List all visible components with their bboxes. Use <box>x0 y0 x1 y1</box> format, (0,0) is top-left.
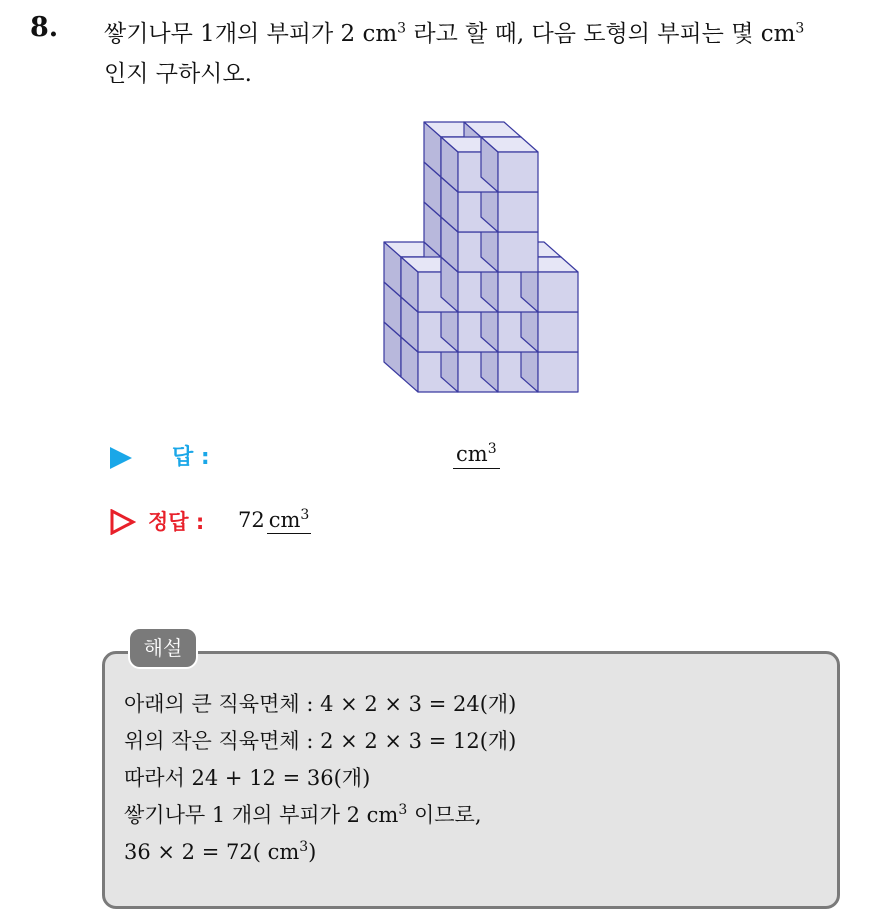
explanation-line-5-sup: 3 <box>299 839 309 855</box>
cube-front-face <box>498 232 538 272</box>
answer-label: 답 : <box>172 445 210 470</box>
cube-front-face <box>498 152 538 192</box>
question-text <box>104 14 874 94</box>
correct-answer-unit-sup: 3 <box>300 507 310 523</box>
cube-stack-figure <box>376 112 586 402</box>
correct-answer-row <box>110 504 410 540</box>
cube-front-face <box>538 352 578 392</box>
question-number: 8. <box>30 12 59 43</box>
cube-front-face <box>538 272 578 312</box>
question-text-part2: 라고 할 때, 다음 도형의 부피는 몇 cm <box>406 21 796 47</box>
answer-unit-text: cm <box>456 442 488 466</box>
explanation-line-4-a: 쌓기나무 1 개의 부피가 2 cm <box>124 803 399 827</box>
correct-answer-label: 정답 : <box>148 510 205 534</box>
answer-row <box>110 440 530 476</box>
question-line-1 <box>104 14 874 54</box>
answer-unit-sup: 3 <box>487 441 497 457</box>
explanation-line-5-b: ) <box>308 840 317 864</box>
correct-answer-value <box>238 508 311 532</box>
cube-front-face <box>538 312 578 352</box>
explanation-lines <box>124 686 516 871</box>
question-text-part1: 쌓기나무 1개의 부피가 2 cm <box>104 21 398 47</box>
question-sup-1: 3 <box>397 20 407 37</box>
play-triangle-icon <box>110 447 132 469</box>
outline-triangle-icon <box>110 509 136 535</box>
explanation-line-4-b: 이므로, <box>407 803 482 827</box>
explanation-line-1: 아래의 큰 직육면체 : 4 × 2 × 3 = 24(개) <box>124 692 517 716</box>
explanation-line-4 <box>124 797 516 834</box>
question-sup-2: 3 <box>795 20 805 37</box>
explanation-line-4-sup: 3 <box>398 802 408 818</box>
explanation-line-5-a: 36 × 2 = 72( cm <box>124 840 300 864</box>
correct-answer-number: 72 <box>238 508 265 532</box>
explanation-tab: 해설 <box>128 627 198 669</box>
explanation-line-2: 위의 작은 직육면체 : 2 × 2 × 3 = 12(개) <box>124 729 517 753</box>
explanation-line-5 <box>124 834 516 871</box>
explanation-line-3: 따라서 24 + 12 = 36(개) <box>124 766 371 790</box>
answer-unit <box>453 442 500 469</box>
correct-answer-unit <box>267 508 312 534</box>
correct-answer-unit-text: cm <box>268 508 301 532</box>
question-line-2: 인지 구하시오. <box>104 61 252 87</box>
cube-front-face <box>498 192 538 232</box>
